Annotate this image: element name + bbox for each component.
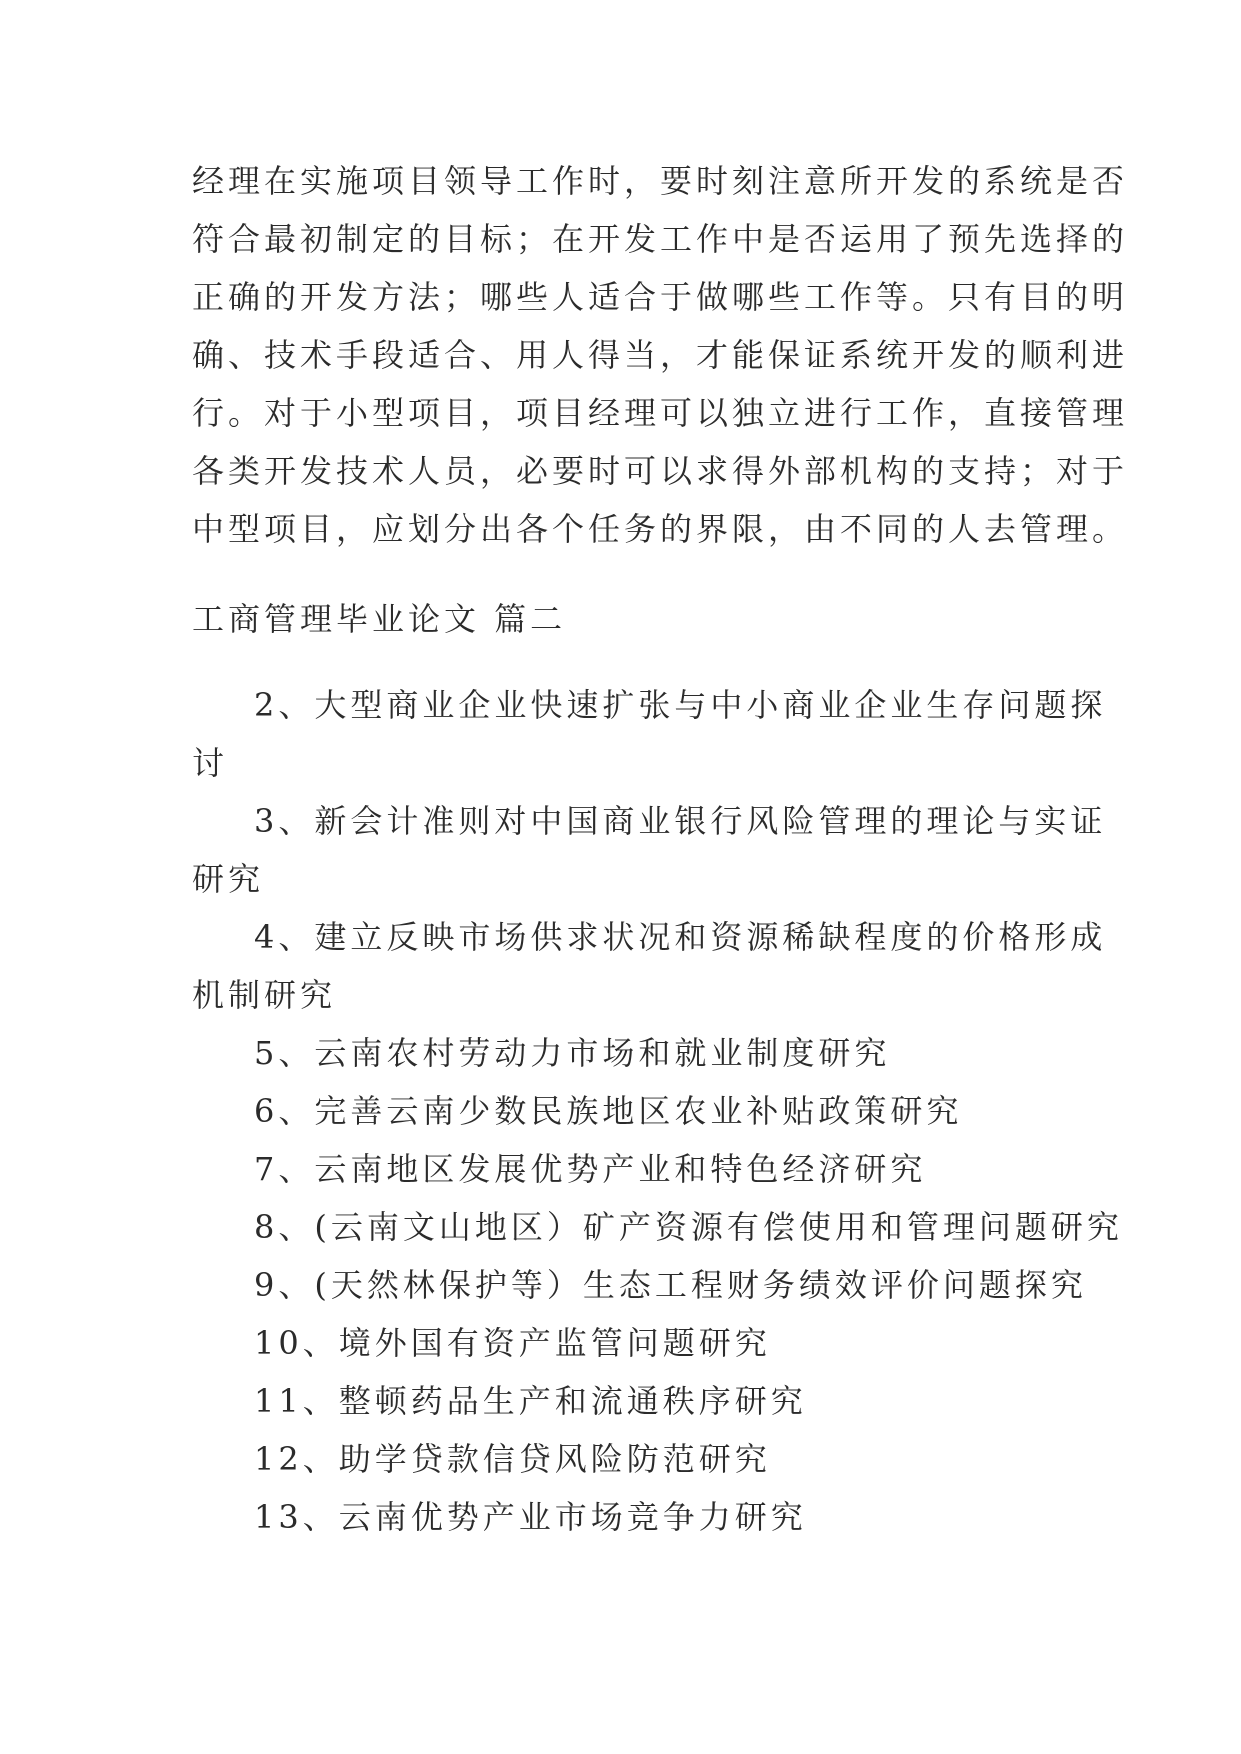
paragraph-line: 各类开发技术人员，必要时可以求得外部机构的支持；对于 xyxy=(192,452,1129,490)
list-item xyxy=(192,1198,1123,1256)
intro-paragraph xyxy=(192,152,1129,558)
list-item-text: 10、境外国有资产监管问题研究 xyxy=(254,1324,771,1362)
list-item-text: 6、完善云南少数民族地区农业补贴政策研究 xyxy=(254,1092,963,1130)
list-item-continuation: 研究 xyxy=(192,860,265,898)
topic-list xyxy=(192,676,1123,1546)
paragraph-line: 经理在实施项目领导工作时，要时刻注意所开发的系统是否 xyxy=(192,162,1129,200)
list-item-text: 12、助学贷款信贷风险防范研究 xyxy=(254,1440,771,1478)
section-heading: 工商管理毕业论文 篇二 xyxy=(192,600,567,638)
list-item-text: 2、大型商业企业快速扩张与中小商业企业生存问题探 xyxy=(254,686,1107,724)
list-item xyxy=(192,1024,1052,1082)
list-item-text: 4、建立反映市场供求状况和资源稀缺程度的价格形成 xyxy=(254,918,1107,956)
list-item-text: 13、云南优势产业市场竞争力研究 xyxy=(254,1498,807,1536)
list-item xyxy=(192,1430,1052,1488)
list-item-continuation: 机制研究 xyxy=(192,976,337,1014)
list-item xyxy=(192,1314,1052,1372)
paragraph-line: 行。对于小型项目，项目经理可以独立进行工作，直接管理 xyxy=(192,394,1129,432)
list-item-text: 8、(云南文山地区）矿产资源有偿使用和管理问题研究 xyxy=(254,1208,1123,1246)
list-item xyxy=(192,1082,1052,1140)
list-item xyxy=(192,908,1107,1024)
list-item-text: 11、整顿药品生产和流通秩序研究 xyxy=(254,1382,807,1420)
list-item-continuation: 讨 xyxy=(192,744,229,782)
paragraph-line: 符合最初制定的目标；在开发工作中是否运用了预先选择的 xyxy=(192,220,1129,258)
list-item xyxy=(192,1488,1052,1546)
paragraph-line: 中型项目，应划分出各个任务的界限，由不同的人去管理。 xyxy=(192,510,1129,548)
list-item xyxy=(192,1372,1052,1430)
list-item-text: 5、云南农村劳动力市场和就业制度研究 xyxy=(254,1034,891,1072)
paragraph-line: 确、技术手段适合、用人得当，才能保证系统开发的顺利进 xyxy=(192,336,1129,374)
list-item-text: 7、云南地区发展优势产业和特色经济研究 xyxy=(254,1150,927,1188)
list-item xyxy=(192,1256,1087,1314)
paragraph-line: 正确的开发方法；哪些人适合于做哪些工作等。只有目的明 xyxy=(192,278,1129,316)
list-item xyxy=(192,1140,1052,1198)
list-item xyxy=(192,676,1107,792)
list-item xyxy=(192,792,1107,908)
list-item-text: 9、(天然林保护等）生态工程财务绩效评价问题探究 xyxy=(254,1266,1087,1304)
list-item-text: 3、新会计准则对中国商业银行风险管理的理论与实证 xyxy=(254,802,1107,840)
